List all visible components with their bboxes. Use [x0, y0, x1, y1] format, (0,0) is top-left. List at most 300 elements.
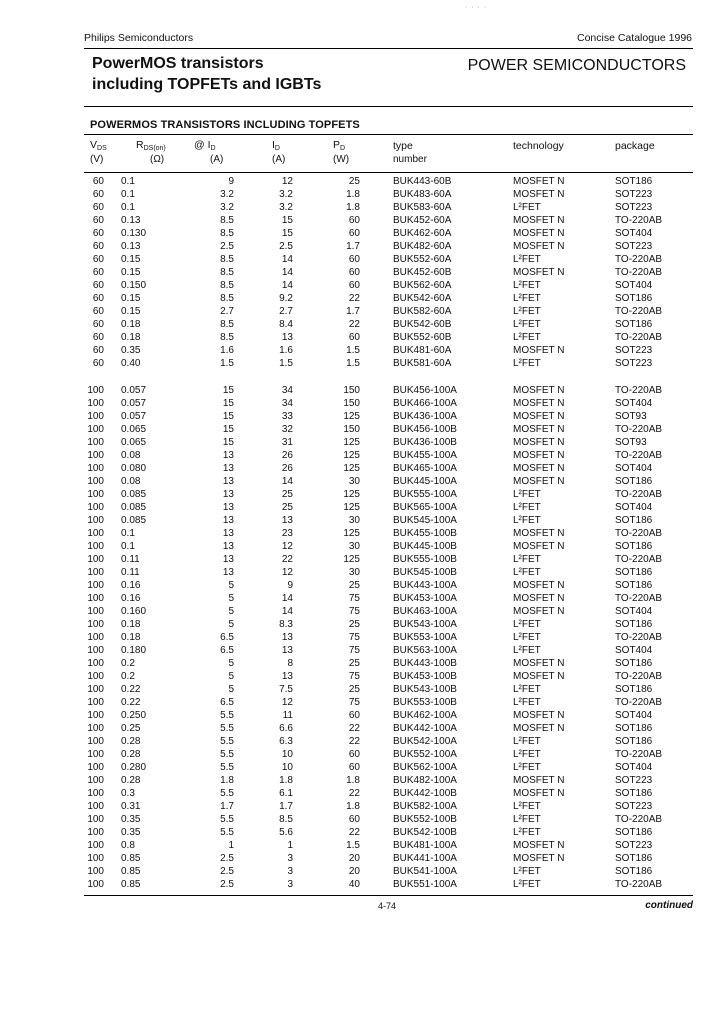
- cell-pd: 75: [348, 632, 360, 643]
- cell-technology: L²FET: [513, 515, 541, 526]
- cell-package: SOT404: [615, 762, 653, 773]
- table-row: [0, 214, 720, 227]
- cell-type: BUK452-60A: [393, 215, 452, 226]
- cell-rds: 0.35: [121, 814, 141, 825]
- cell-vds: 100: [87, 827, 104, 838]
- col-header-rds: $R_{DS(on)}$: [136, 139, 166, 152]
- cell-type: BUK562-60A: [393, 280, 452, 291]
- cell-rds: 0.15: [121, 254, 141, 265]
- cell-id-at: 3.2: [220, 189, 234, 200]
- table-row: [0, 735, 720, 748]
- cell-vds: 100: [87, 528, 104, 539]
- table-row: [0, 318, 720, 331]
- cell-id-at: 15: [222, 385, 234, 396]
- cell-package: SOT186: [615, 788, 653, 799]
- scan-artifact: · · · ·: [465, 4, 488, 11]
- cell-id: 34: [281, 385, 293, 396]
- cell-id-at: 15: [222, 437, 234, 448]
- cell-rds: 0.28: [121, 736, 141, 747]
- cell-vds: 100: [87, 645, 104, 656]
- cell-id-at: 13: [222, 489, 234, 500]
- cell-package: SOT186: [615, 827, 653, 838]
- cell-vds: 60: [92, 332, 104, 343]
- cell-id: 15: [281, 228, 293, 239]
- cell-pd: 60: [348, 762, 360, 773]
- cell-pd: 75: [348, 606, 360, 617]
- cell-id-at: 5: [228, 684, 234, 695]
- cell-rds: 0.08: [121, 450, 141, 461]
- cell-rds: 0.18: [121, 619, 141, 630]
- cell-package: SOT186: [615, 476, 653, 487]
- cell-vds: 60: [92, 254, 104, 265]
- cell-technology: L²FET: [513, 293, 541, 304]
- cell-type: BUK443-60B: [393, 176, 452, 187]
- cell-technology: L²FET: [513, 358, 541, 369]
- cell-vds: 100: [87, 775, 104, 786]
- cell-rds: 0.25: [121, 723, 141, 734]
- cell-technology: L²FET: [513, 619, 541, 630]
- cell-technology: L²FET: [513, 749, 541, 760]
- cell-id: 7.5: [279, 684, 293, 695]
- cell-package: TO-220AB: [615, 632, 663, 643]
- cell-vds: 60: [92, 189, 104, 200]
- cell-pd: 125: [343, 463, 360, 474]
- cell-vds: 100: [87, 697, 104, 708]
- cell-technology: MOSFET N: [513, 345, 565, 356]
- cell-pd: 1.7: [346, 306, 360, 317]
- cell-package: SOT186: [615, 684, 653, 695]
- cell-rds: 0.2: [121, 658, 135, 669]
- cell-rds: 0.280: [121, 762, 147, 773]
- cell-rds: 0.40: [121, 358, 141, 369]
- cell-package: SOT404: [615, 228, 653, 239]
- cell-id: 10: [281, 749, 293, 760]
- cell-pd: 75: [348, 671, 360, 682]
- cell-technology: L²FET: [513, 879, 541, 890]
- cell-vds: 100: [87, 541, 104, 552]
- cell-rds: 0.18: [121, 632, 141, 643]
- cell-id-at: 13: [222, 528, 234, 539]
- cell-technology: MOSFET N: [513, 723, 565, 734]
- cell-rds: 0.085: [121, 515, 147, 526]
- table-row: [0, 462, 720, 475]
- cell-pd: 150: [343, 398, 360, 409]
- col-unit-pd: (W): [333, 154, 350, 165]
- cell-rds: 0.35: [121, 345, 141, 356]
- cell-id: 1.8: [279, 775, 293, 786]
- cell-type: BUK552-60A: [393, 254, 452, 265]
- col-unit-rds-id: (A): [210, 154, 224, 165]
- cell-pd: 25: [348, 658, 360, 669]
- cell-id-at: 5.5: [220, 762, 234, 773]
- cell-technology: L²FET: [513, 332, 541, 343]
- cell-pd: 60: [348, 254, 360, 265]
- cell-rds: 0.1: [121, 202, 135, 213]
- cell-id-at: 3.2: [220, 202, 234, 213]
- cell-id: 14: [281, 267, 293, 278]
- cell-id: 6.3: [279, 736, 293, 747]
- cell-vds: 100: [87, 853, 104, 864]
- cell-id: 33: [281, 411, 293, 422]
- cell-id: 25: [281, 489, 293, 500]
- cell-technology: L²FET: [513, 632, 541, 643]
- cell-technology: MOSFET N: [513, 476, 565, 487]
- cell-vds: 60: [92, 306, 104, 317]
- cell-pd: 30: [348, 476, 360, 487]
- cell-id-at: 1.7: [220, 801, 234, 812]
- cell-technology: MOSFET N: [513, 775, 565, 786]
- cell-technology: MOSFET N: [513, 606, 565, 617]
- cell-pd: 25: [348, 176, 360, 187]
- cell-id: 3: [287, 853, 293, 864]
- cell-technology: MOSFET N: [513, 215, 565, 226]
- cell-package: SOT186: [615, 176, 653, 187]
- cell-package: SOT186: [615, 723, 653, 734]
- cell-package: TO-220AB: [615, 814, 663, 825]
- cell-technology: L²FET: [513, 762, 541, 773]
- cell-rds: 0.35: [121, 827, 141, 838]
- cell-package: SOT93: [615, 437, 647, 448]
- cell-rds: 0.85: [121, 866, 141, 877]
- cell-id: 23: [281, 528, 293, 539]
- table-row: [0, 644, 720, 657]
- cell-type: BUK452-60B: [393, 267, 452, 278]
- cell-package: TO-220AB: [615, 450, 663, 461]
- cell-package: SOT223: [615, 840, 653, 851]
- cell-package: SOT404: [615, 645, 653, 656]
- cell-id: 3: [287, 879, 293, 890]
- cell-id-at: 8.5: [220, 254, 234, 265]
- cell-pd: 125: [343, 502, 360, 513]
- cell-id-at: 5: [228, 580, 234, 591]
- cell-type: BUK456-100A: [393, 385, 457, 396]
- cell-id: 1.6: [279, 345, 293, 356]
- cell-type: BUK545-100A: [393, 515, 457, 526]
- cell-rds: 0.85: [121, 879, 141, 890]
- cell-id-at: 13: [222, 450, 234, 461]
- cell-technology: MOSFET N: [513, 710, 565, 721]
- cell-vds: 60: [92, 358, 104, 369]
- cell-vds: 100: [87, 424, 104, 435]
- cell-package: SOT186: [615, 866, 653, 877]
- cell-pd: 150: [343, 385, 360, 396]
- cell-package: SOT186: [615, 658, 653, 669]
- cell-pd: 1.8: [346, 202, 360, 213]
- continued-note: continued: [645, 900, 693, 911]
- cell-rds: 0.18: [121, 319, 141, 330]
- cell-pd: 25: [348, 684, 360, 695]
- cell-rds: 0.065: [121, 424, 147, 435]
- cell-technology: MOSFET N: [513, 385, 565, 396]
- table-row: [0, 579, 720, 592]
- cell-type: BUK545-100B: [393, 567, 457, 578]
- cell-technology: MOSFET N: [513, 593, 565, 604]
- cell-pd: 60: [348, 267, 360, 278]
- cell-type: BUK542-100A: [393, 736, 457, 747]
- cell-pd: 22: [348, 319, 360, 330]
- cell-rds: 0.150: [121, 280, 147, 291]
- cell-rds: 0.11: [121, 554, 140, 565]
- cell-vds: 60: [92, 228, 104, 239]
- cell-id-at: 8.5: [220, 280, 234, 291]
- cell-rds: 0.16: [121, 593, 141, 604]
- cell-technology: L²FET: [513, 736, 541, 747]
- table-title: POWERMOS TRANSISTORS INCLUDING TOPFETS: [90, 119, 360, 131]
- cell-id-at: 6.5: [220, 645, 234, 656]
- cell-pd: 1.5: [346, 358, 360, 369]
- cell-vds: 100: [87, 866, 104, 877]
- cell-rds: 0.18: [121, 332, 141, 343]
- cell-type: BUK581-60A: [393, 358, 452, 369]
- cell-package: TO-220AB: [615, 424, 663, 435]
- cell-id: 15: [281, 215, 293, 226]
- cell-rds: 0.160: [121, 606, 147, 617]
- cell-vds: 100: [87, 814, 104, 825]
- cell-package: SOT404: [615, 463, 653, 474]
- cell-vds: 100: [87, 437, 104, 448]
- section-subject: POWER SEMICONDUCTORS: [467, 57, 686, 74]
- col-unit-vds: (V): [90, 154, 104, 165]
- cell-vds: 100: [87, 502, 104, 513]
- cell-vds: 100: [87, 671, 104, 682]
- cell-type: BUK562-100A: [393, 762, 457, 773]
- cell-id: 22: [281, 554, 293, 565]
- cell-rds: 0.08: [121, 476, 141, 487]
- cell-package: SOT404: [615, 398, 653, 409]
- cell-id-at: 1.6: [220, 345, 234, 356]
- cell-id-at: 5: [228, 606, 234, 617]
- title-rule: [84, 106, 693, 107]
- catalogue-name: Concise Catalogue 1996: [577, 32, 692, 44]
- cell-vds: 100: [87, 710, 104, 721]
- cell-technology: MOSFET N: [513, 241, 565, 252]
- table-row: [0, 253, 720, 266]
- cell-id: 11: [282, 710, 293, 721]
- cell-package: TO-220AB: [615, 385, 663, 396]
- cell-pd: 22: [348, 723, 360, 734]
- cell-vds: 100: [87, 788, 104, 799]
- cell-id: 14: [281, 593, 293, 604]
- cell-type: BUK465-100A: [393, 463, 457, 474]
- cell-id-at: 5.5: [220, 749, 234, 760]
- cell-type: BUK555-100A: [393, 489, 457, 500]
- table-row: [0, 514, 720, 527]
- table-row: [0, 423, 720, 436]
- cell-vds: 100: [87, 593, 104, 604]
- cell-id-at: 5.5: [220, 736, 234, 747]
- col-header-type-number: number: [393, 154, 427, 165]
- col-header-package: package: [615, 140, 655, 152]
- cell-technology: MOSFET N: [513, 671, 565, 682]
- cell-type: BUK456-100B: [393, 424, 457, 435]
- cell-type: BUK445-100B: [393, 541, 457, 552]
- cell-rds: 0.250: [121, 710, 147, 721]
- cell-id: 13: [281, 515, 293, 526]
- cell-rds: 0.3: [121, 788, 135, 799]
- cell-vds: 100: [87, 632, 104, 643]
- table-row: [0, 227, 720, 240]
- table-row: [0, 826, 720, 839]
- cell-pd: 22: [348, 736, 360, 747]
- cell-vds: 100: [87, 489, 104, 500]
- cell-type: BUK553-100B: [393, 697, 457, 708]
- cell-package: TO-220AB: [615, 267, 663, 278]
- cell-vds: 100: [87, 684, 104, 695]
- cell-vds: 60: [92, 280, 104, 291]
- cell-type: BUK481-60A: [393, 345, 452, 356]
- cell-type: BUK443-100B: [393, 658, 457, 669]
- cell-rds: 0.180: [121, 645, 147, 656]
- cell-pd: 25: [348, 619, 360, 630]
- cell-pd: 75: [348, 645, 360, 656]
- cell-type: BUK443-100A: [393, 580, 457, 591]
- cell-type: BUK582-100A: [393, 801, 457, 812]
- cell-package: TO-220AB: [615, 306, 663, 317]
- table-row: [0, 709, 720, 722]
- col-header-id: $I_D$: [272, 139, 280, 152]
- table-row: [0, 540, 720, 553]
- cell-rds: 0.1: [121, 528, 135, 539]
- table-row: [0, 266, 720, 279]
- cell-vds: 100: [87, 398, 104, 409]
- cell-id: 26: [281, 450, 293, 461]
- cell-id: 8.3: [279, 619, 293, 630]
- cell-technology: MOSFET N: [513, 411, 565, 422]
- cell-package: SOT186: [615, 541, 653, 552]
- cell-id: 32: [281, 424, 293, 435]
- cell-type: BUK552-60B: [393, 332, 452, 343]
- cell-id-at: 13: [222, 567, 234, 578]
- table-row: [0, 344, 720, 357]
- cell-package: SOT186: [615, 619, 653, 630]
- cell-id-at: 2.5: [220, 241, 234, 252]
- cell-package: SOT404: [615, 502, 653, 513]
- cell-type: BUK563-100A: [393, 645, 457, 656]
- cell-rds: 0.11: [121, 567, 140, 578]
- cell-vds: 100: [87, 450, 104, 461]
- table-row: [0, 631, 720, 644]
- table-row: [0, 384, 720, 397]
- cell-pd: 20: [348, 866, 360, 877]
- cell-vds: 100: [87, 463, 104, 474]
- cell-pd: 22: [348, 827, 360, 838]
- cell-id: 14: [281, 476, 293, 487]
- cell-type: BUK462-100A: [393, 710, 457, 721]
- table-top-rule: [84, 134, 693, 135]
- cell-rds: 0.15: [121, 293, 141, 304]
- cell-id: 8: [287, 658, 293, 669]
- cell-pd: 75: [348, 593, 360, 604]
- cell-rds: 0.1: [121, 541, 135, 552]
- cell-vds: 100: [87, 879, 104, 890]
- cell-pd: 150: [343, 424, 360, 435]
- cell-technology: L²FET: [513, 554, 541, 565]
- table-row: [0, 748, 720, 761]
- table-row: [0, 553, 720, 566]
- cell-technology: MOSFET N: [513, 528, 565, 539]
- cell-technology: MOSFET N: [513, 189, 565, 200]
- page-number: 4-74: [378, 901, 397, 911]
- table-row: [0, 175, 720, 188]
- cell-package: SOT186: [615, 293, 653, 304]
- cell-technology: L²FET: [513, 502, 541, 513]
- cell-id: 1.7: [279, 801, 293, 812]
- cell-id-at: 5: [228, 593, 234, 604]
- cell-type: BUK482-60A: [393, 241, 452, 252]
- cell-package: SOT223: [615, 202, 653, 213]
- cell-type: BUK455-100A: [393, 450, 457, 461]
- table-row: [0, 475, 720, 488]
- cell-id: 5.6: [279, 827, 293, 838]
- cell-id-at: 1.8: [220, 775, 234, 786]
- cell-type: BUK442-100B: [393, 788, 457, 799]
- col-header-pd: $P_D$: [333, 139, 346, 152]
- cell-technology: L²FET: [513, 280, 541, 291]
- cell-pd: 30: [348, 541, 360, 552]
- cell-vds: 100: [87, 515, 104, 526]
- table-row: [0, 357, 720, 370]
- cell-package: SOT223: [615, 775, 653, 786]
- cell-id-at: 2.5: [220, 853, 234, 864]
- cell-type: BUK582-60A: [393, 306, 452, 317]
- cell-id: 8.4: [279, 319, 293, 330]
- cell-id: 14: [281, 280, 293, 291]
- table-row: [0, 292, 720, 305]
- cell-id: 12: [281, 567, 293, 578]
- cell-vds: 60: [92, 293, 104, 304]
- cell-id-at: 5.5: [220, 723, 234, 734]
- cell-pd: 20: [348, 853, 360, 864]
- cell-rds: 0.28: [121, 749, 141, 760]
- cell-technology: MOSFET N: [513, 853, 565, 864]
- cell-technology: L²FET: [513, 645, 541, 656]
- cell-type: BUK543-100A: [393, 619, 457, 630]
- cell-pd: 75: [348, 697, 360, 708]
- cell-id: 2.7: [279, 306, 293, 317]
- table-row: [0, 201, 720, 214]
- cell-pd: 125: [343, 450, 360, 461]
- table-row: [0, 488, 720, 501]
- cell-package: TO-220AB: [615, 671, 663, 682]
- cell-rds: 0.22: [121, 697, 141, 708]
- cell-id-at: 5.5: [220, 788, 234, 799]
- cell-package: SOT186: [615, 319, 653, 330]
- cell-vds: 100: [87, 723, 104, 734]
- cell-id-at: 1: [228, 840, 234, 851]
- cell-id-at: 8.5: [220, 319, 234, 330]
- table-row: [0, 865, 720, 878]
- cell-rds: 0.057: [121, 385, 147, 396]
- cell-rds: 0.8: [121, 840, 135, 851]
- table-row: [0, 813, 720, 826]
- col-header-vds: $V_{DS}$: [90, 139, 107, 152]
- cell-technology: MOSFET N: [513, 398, 565, 409]
- cell-technology: MOSFET N: [513, 788, 565, 799]
- cell-id: 12: [281, 541, 293, 552]
- cell-rds: 0.065: [121, 437, 147, 448]
- table-row: [0, 683, 720, 696]
- table-row: [0, 618, 720, 631]
- cell-vds: 100: [87, 554, 104, 565]
- cell-vds: 60: [92, 215, 104, 226]
- cell-id: 6.6: [279, 723, 293, 734]
- cell-id-at: 9: [228, 176, 234, 187]
- cell-type: BUK483-60A: [393, 189, 452, 200]
- cell-id-at: 2.5: [220, 866, 234, 877]
- table-row: [0, 305, 720, 318]
- cell-package: TO-220AB: [615, 528, 663, 539]
- cell-package: SOT93: [615, 411, 647, 422]
